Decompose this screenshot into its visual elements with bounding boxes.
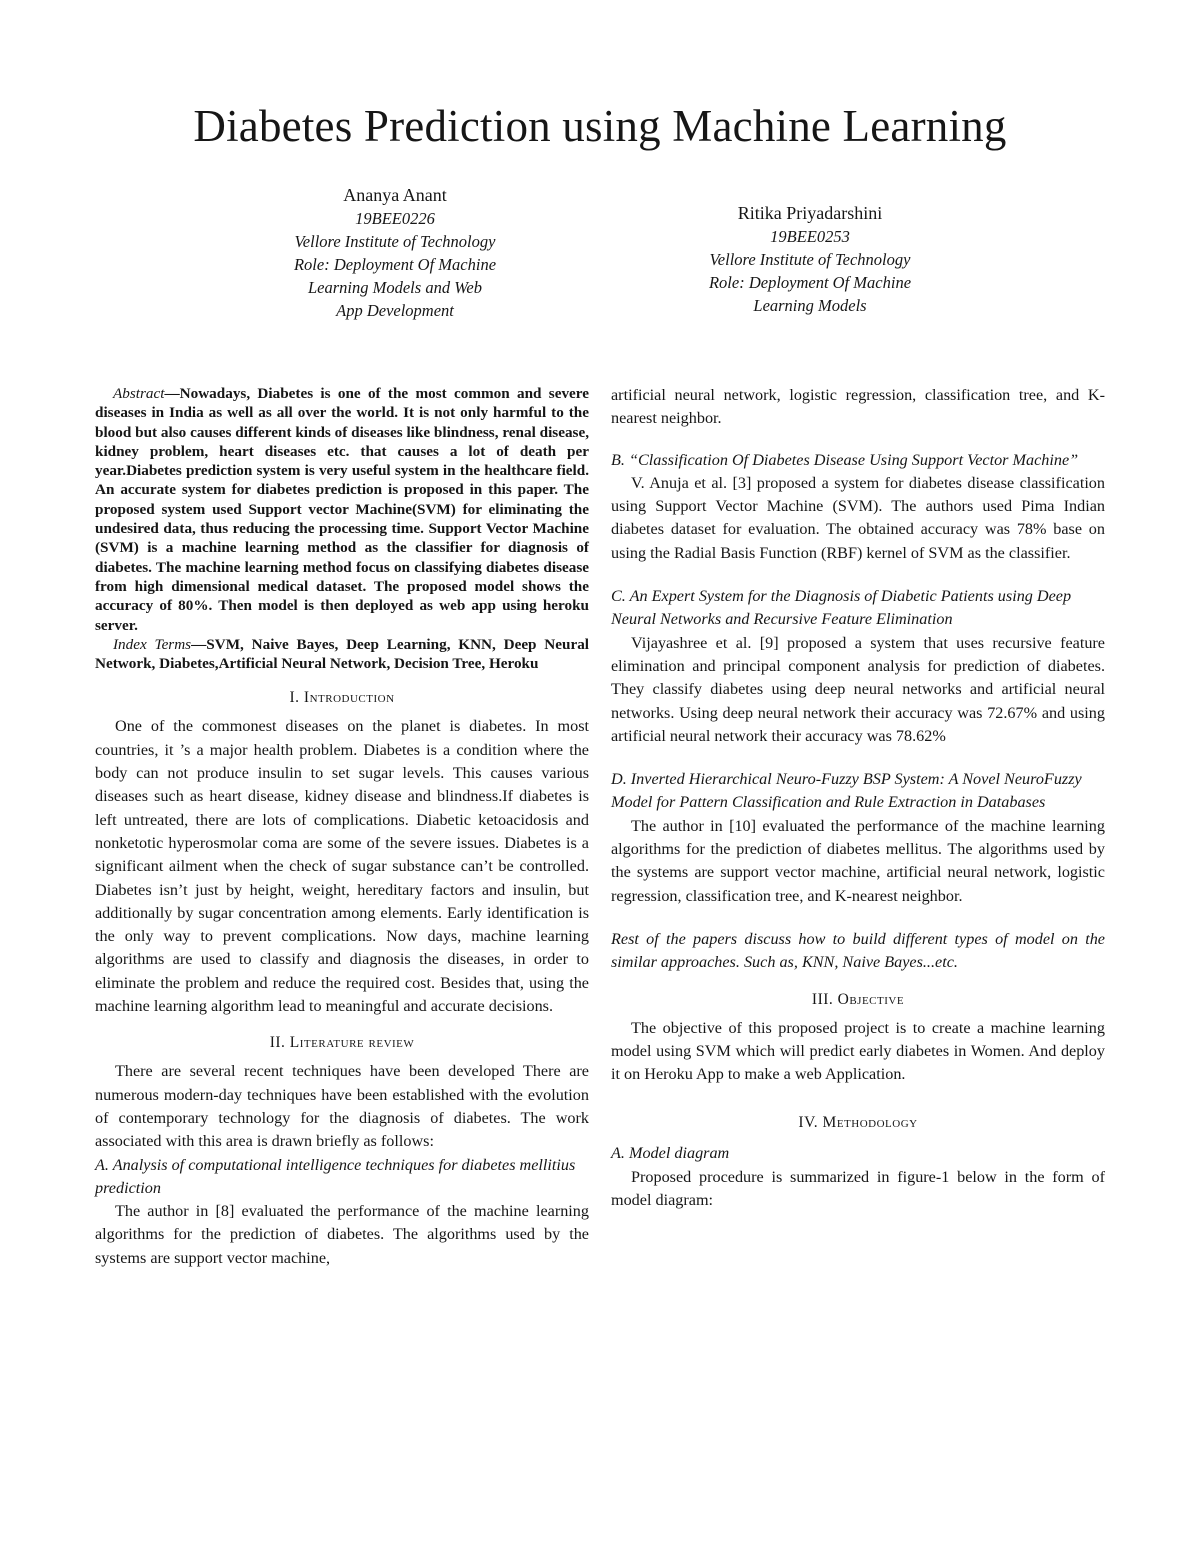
section-heading-methodology bbox=[611, 1112, 1105, 1134]
subsection-title-b: B. “Classification Of Diabetes Disease Using Support Vector Machine” bbox=[611, 450, 1079, 469]
subsection-d-paragraph: The author in [10] evaluated the performance of the machine learning algorithms for the prediction of diabetes mellitus. The algorithms used by the systems are support vector machine, artificial neural network, logistic regression, classification tree, and K-nearest neighbor. bbox=[611, 816, 1105, 905]
paper-title: Diabetes Prediction using Machine Learning bbox=[193, 101, 1007, 151]
section-title: Methodology bbox=[822, 1114, 918, 1132]
methodology-paragraph: Proposed procedure is summarized in figure-1 below in the form of model diagram: bbox=[611, 1167, 1105, 1210]
author-block-1 bbox=[250, 184, 540, 322]
author-role-line: Role: Deployment Of Machine bbox=[708, 273, 912, 292]
author-name: Ritika Priyadarshini bbox=[737, 203, 883, 223]
section-number: II. bbox=[269, 1034, 286, 1052]
index-terms bbox=[95, 635, 589, 674]
author-affiliation: Vellore Institute of Technology bbox=[294, 232, 496, 251]
subsection-title-model-diagram: A. Model diagram bbox=[611, 1144, 730, 1163]
section-number: IV. bbox=[798, 1114, 819, 1132]
abstract-lead: Abstract bbox=[113, 385, 165, 402]
author-role-line: Learning Models and Web bbox=[307, 278, 482, 297]
section-number: I. bbox=[289, 689, 300, 707]
literature-note: Rest of the papers discuss how to build different types of model on the similar approaches. Such as, KNN, Naive Bayes...etc. bbox=[611, 929, 1105, 972]
author-name: Ananya Anant bbox=[343, 185, 447, 205]
section-title: Objective bbox=[837, 990, 905, 1008]
index-terms-lead: Index Terms bbox=[113, 635, 192, 653]
abstract-text: —Nowadays, Diabetes is one of the most common and severe diseases in India as well as all over the world. It is not only harmful to the blood but also causes different kinds of diseases like blindness, renal disease, kidney problem, heart diseases etc. that causes a lot of death per year.Diabetes prediction system is very useful system in the healthcare field. An accurate system for diabetes prediction is proposed in this paper. The proposed system used Support vector Machine(SVM) for eliminating the undesired data, thus reducing the processing time. Support Vector Machine (SVM) is a machine learning method as the classifier for diagnosis of diabetes. The machine learning method focus on classifying diabetes disease from high dimensional medical dataset. The proposed model shows the accuracy of 80%. Then model is then deployed as web app using heroku server. bbox=[95, 385, 589, 634]
introduction-paragraph: One of the commonest diseases on the planet is diabetes. In most countries, it ’s a major health problem. Diabetes is a condition where the body can not produce insulin to set sugar levels. This causes various diseases such as heart disease, kidney disease and blindness.If diabetes is left untreated, there are lots of complications. Diabetic ketoacidosis and nonketotic hyperosmolar coma are some of the severe issues. Diabetes is a significant ailment when the check of sugar substance can’t be controlled. Diabetes isn’t just by height, weight, hereditary factors and insulin, but additionally by sugar concentration among elements. Early identification is the only way to prevent complications. Now days, machine learning algorithms are used to classify and diagnosis the diseases, in order to eliminate the problem and reduce the required cost. Besides that, using the machine learning algorithm lead to meaningful and accurate decisions. bbox=[95, 717, 589, 1016]
section-title: Introduction bbox=[303, 689, 395, 707]
section-heading-literature bbox=[95, 1032, 589, 1054]
objective-paragraph: The objective of this proposed project is to create a machine learning model using SVM which will predict early diabetes in Women. And deploy it on Heroku App to make a web Application. bbox=[611, 1018, 1105, 1084]
index-terms-text: —SVM, Naive Bayes, Deep Learning, KNN, Deep Neural Network, Diabetes,Artificial Neural Network, Decision Tree, Heroku bbox=[95, 635, 590, 673]
author-role-line: Learning Models bbox=[753, 296, 867, 315]
subsection-title-a: A. Analysis of computational intelligence techniques for diabetes mellitius prediction bbox=[95, 1155, 576, 1197]
left-column bbox=[95, 384, 589, 1270]
author-block-2 bbox=[660, 202, 960, 317]
author-role-line: Role: Deployment Of Machine bbox=[293, 255, 497, 274]
subsection-title-c: C. An Expert System for the Diagnosis of Diabetic Patients using Deep Neural Networks and Recursive Feature Elimination bbox=[611, 587, 1072, 629]
section-number: III. bbox=[811, 990, 834, 1008]
abstract bbox=[95, 384, 589, 635]
author-id: 19BEE0253 bbox=[770, 227, 850, 246]
literature-paragraph: There are several recent techniques have been developed There are numerous modern-day techniques have been established with the evolution of contemporary technology for the diagnosis of diabetes. The work associated with this area is drawn briefly as follows: bbox=[95, 1062, 589, 1151]
right-column bbox=[611, 384, 1105, 1212]
subsection-c-paragraph: Vijayashree et al. [9] proposed a system that uses recursive feature elimination and principal component analysis for prediction of diabetes. They classify diabetes using deep neural networks and artificial neural networks. Using deep neural network their accuracy was 72.67% and using artificial neural network their accuracy was 78.62% bbox=[611, 633, 1105, 745]
section-heading-introduction bbox=[95, 687, 589, 709]
subsection-title-d: D. Inverted Hierarchical Neuro-Fuzzy BSP System: A Novel NeuroFuzzy Model for Pattern Classification and Rule Extraction in Databases bbox=[611, 770, 1082, 812]
author-affiliation: Vellore Institute of Technology bbox=[709, 250, 911, 269]
author-role-line: App Development bbox=[336, 301, 454, 320]
section-title: Literature review bbox=[289, 1034, 415, 1052]
author-id: 19BEE0226 bbox=[355, 209, 435, 228]
subsection-a-continuation: artificial neural network, logistic regression, classification tree, and K-nearest neighbor. bbox=[611, 386, 1105, 428]
section-heading-objective bbox=[611, 989, 1105, 1011]
subsection-a-paragraph: The author in [8] evaluated the performance of the machine learning algorithms for the prediction of diabetes. The algorithms used by the systems are support vector machine, bbox=[95, 1202, 589, 1267]
subsection-b-paragraph: V. Anuja et al. [3] proposed a system for diabetes disease classification using Support Vector Machine (SVM). The authors used Pima Indian diabetes dataset for evaluation. The obtained accuracy was 78% base on using the Radial Basis Function (RBF) kernel of SVM as the classifier. bbox=[611, 473, 1105, 562]
